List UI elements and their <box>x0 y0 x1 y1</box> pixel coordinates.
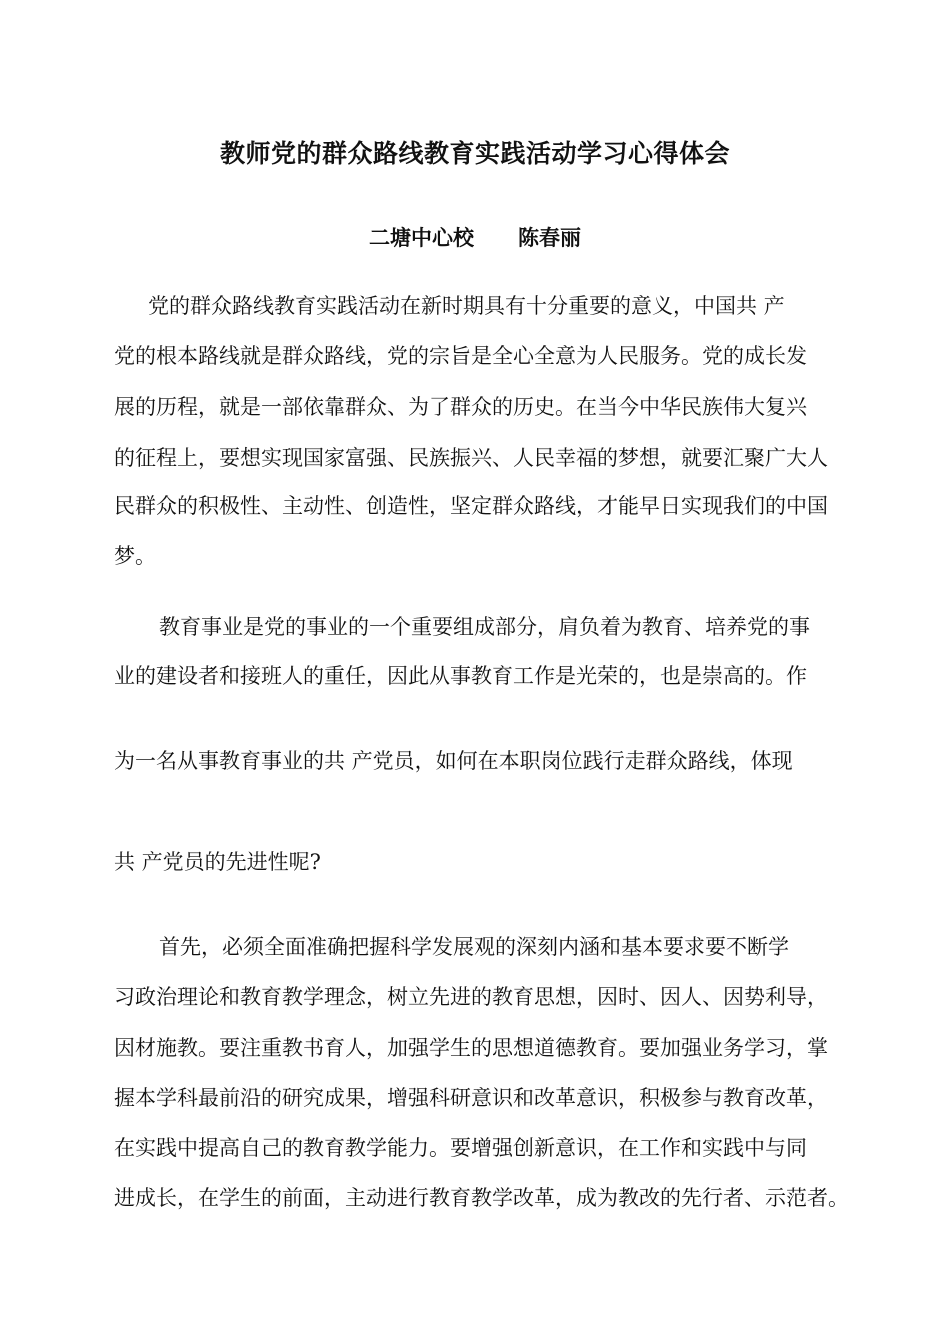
paragraph-3-line-1: 首先，必须全面准确把握科学发展观的深刻内涵和基本要求要不断学 <box>159 935 789 959</box>
paragraph-3-line-5: 在实践中提高自己的教育教学能力。要增强创新意识，在工作和实践中与同 <box>114 1136 807 1160</box>
paragraph-3-line-4: 握本学科最前沿的研究成果，增强科研意识和改革意识，积极参与教育改革， <box>114 1086 828 1110</box>
paragraph-2-line-4: 共 产党员的先进性呢? <box>114 850 321 874</box>
paragraph-2-line-2: 业的建设者和接班人的重任，因此从事教育工作是光荣的，也是崇高的。作 <box>114 664 807 688</box>
paragraph-1-line-4: 的征程上，要想实现国家富强、民族振兴、人民幸福的梦想，就要汇聚广大人 <box>114 446 828 470</box>
paragraph-3-line-3: 因材施教。要注重教书育人，加强学生的思想道德教育。要加强业务学习，掌 <box>114 1036 828 1060</box>
paragraph-1-line-3: 展的历程，就是一部依靠群众、为了群众的历史。在当今中华民族伟大复兴 <box>114 395 807 419</box>
author-name: 陈春丽 <box>518 226 581 250</box>
author-school: 二塘中心校 <box>369 226 474 250</box>
paragraph-2-line-3: 为一名从事教育事业的共 产党员，如何在本职岗位践行走群众路线，体现 <box>114 749 793 773</box>
paragraph-1-line-6: 梦。 <box>114 544 156 568</box>
paragraph-1-line-5: 民群众的积极性、主动性、创造性，坚定群众路线，才能早日实现我们的中国 <box>114 494 828 518</box>
paragraph-1-line-1: 党的群众路线教育实践活动在新时期具有十分重要的意义，中国共 产 <box>148 294 785 318</box>
document-title: 教师党的群众路线教育实践活动学习心得体会 <box>219 139 730 168</box>
paragraph-3-line-2: 习政治理论和教育教学理念，树立先进的教育思想，因时、因人、因势利导， <box>114 985 828 1009</box>
author-line <box>0 222 950 252</box>
paragraph-1-line-2: 党的根本路线就是群众路线，党的宗旨是全心全意为人民服务。党的成长发 <box>114 344 807 368</box>
paragraph-3-line-6: 进成长，在学生的前面，主动进行教育教学改革，成为教改的先行者、示范者。 <box>114 1186 849 1210</box>
paragraph-2-line-1: 教育事业是党的事业的一个重要组成部分，肩负着为教育、培养党的事 <box>159 615 810 639</box>
